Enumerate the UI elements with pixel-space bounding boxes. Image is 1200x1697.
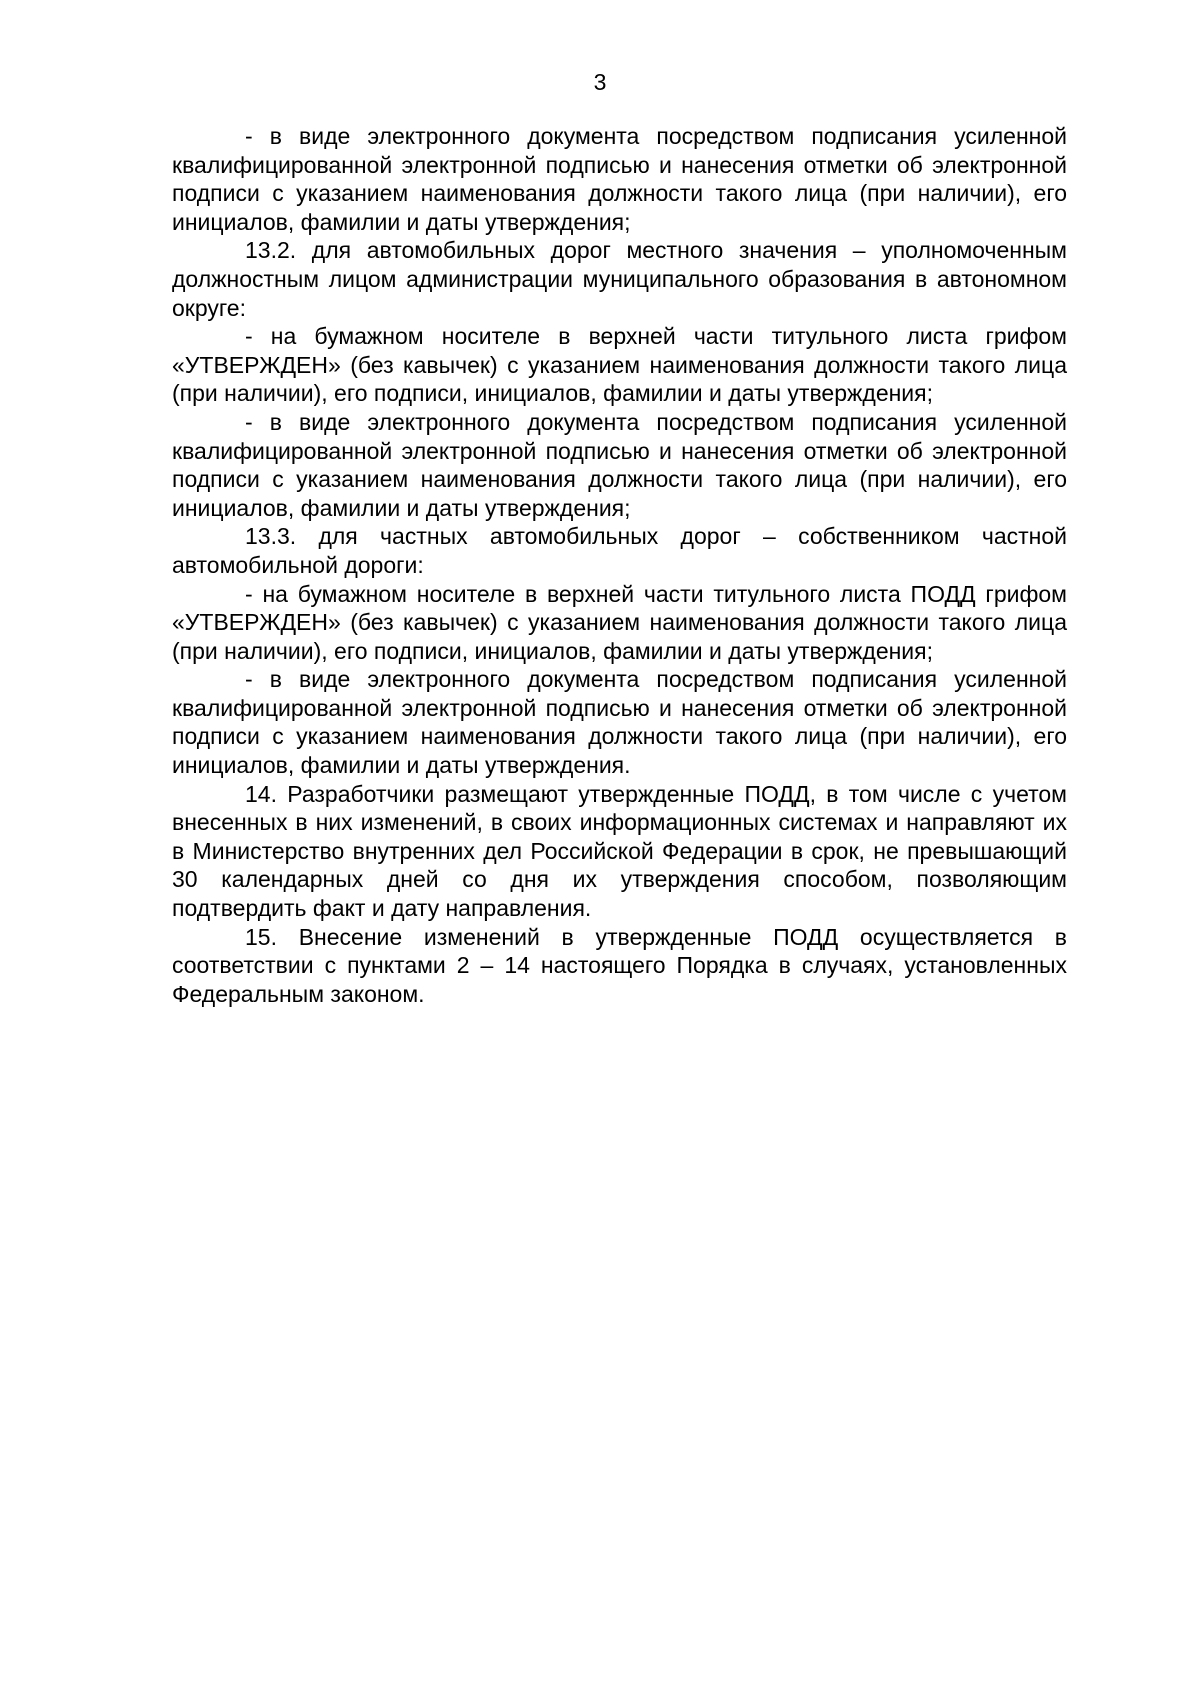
paragraph-paper-approval-private: - на бумажном носителе в верхней части титульного листа ПОДД грифом «УТВЕРЖДЕН» (без кавычек) с указанием наименования должности такого лица (при наличии), его подписи, инициалов, фамилии и даты утверждения;	[172, 580, 1067, 664]
paragraph-13-3-private-roads: 13.3. для частных автомобильных дорог – собственником частной автомобильной дороги:	[172, 523, 1067, 578]
paragraph-electronic-signature-private: - в виде электронного документа посредством подписания усиленной квалифицированной электронной подписью и нанесения отметки об электронной подписи с указанием наименования должности такого лица (при наличии), его инициалов, фамилии и даты утверждения.	[172, 666, 1067, 779]
paragraph-paper-approval-local: - на бумажном носителе в верхней части титульного листа грифом «УТВЕРЖДЕН» (без кавычек) с указанием наименования должности такого лица (при наличии), его подписи, инициалов, фамилии и даты утверждения;	[172, 323, 1067, 407]
paragraph-electronic-signature-regional: - в виде электронного документа посредством подписания усиленной квалифицированной электронной подписью и нанесения отметки об электронной подписи с указанием наименования должности такого лица (при наличии), его инициалов, фамилии и даты утверждения;	[172, 123, 1067, 235]
page-number: 3	[593, 69, 607, 95]
document-body	[172, 122, 1067, 1008]
paragraph-14-publication: 14. Разработчики размещают утвержденные ПОДД, в том числе с учетом внесенных в них изменений, в своих информационных системах и направляют их в Министерство внутренних дел Российской Федерации в срок, не превышающий 30 календарных дней со дня их утверждения способом, позволяющим подтвердить факт и дату направления.	[172, 780, 1067, 922]
paragraph-electronic-signature-local: - в виде электронного документа посредством подписания усиленной квалифицированной электронной подписью и нанесения отметки об электронной подписи с указанием наименования должности такого лица (при наличии), его инициалов, фамилии и даты утверждения;	[172, 408, 1067, 521]
paragraph-13-2-local-roads: 13.2. для автомобильных дорог местного значения – уполномоченным должностным лицом администрации муниципального образования в автономном округе:	[172, 237, 1067, 321]
paragraph-15-amendments: 15. Внесение изменений в утвержденные ПОДД осуществляется в соответствии с пунктами 2 – 14 настоящего Порядка в случаях, установленных Федеральным законом.	[172, 923, 1067, 1007]
